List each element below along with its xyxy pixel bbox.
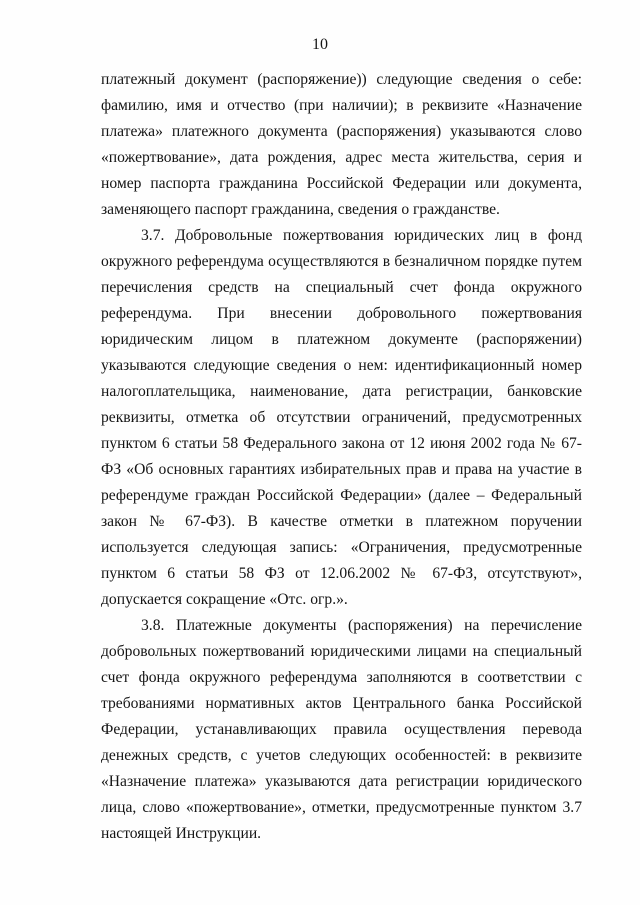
page-number: 10 [312,36,328,53]
paragraph-continuation: платежный документ (распоряжение)) следующие сведения о себе: фамилию, имя и отчество (при наличии); в реквизите «Назначение платежа» платежного документа (распоряжения) указываются слово «пожертвование», дата рождения, адрес места жительства, серия и номер паспорта гражданина Российской Федерации или документа, заменяющего паспорт гражданина, сведения о гражданстве. [101,71,582,218]
document-body [101,67,582,847]
paragraph-section-3-7: 3.7. Добровольные пожертвования юридических лиц в фонд окружного референдума осуществляются в безналичном порядке путем перечисления средств на специальный счет фонда окружного референдума. При внесении добровольного пожертвования юридическим лицом в платежном документе (распоряжении) указываются следующие сведения о нем: идентификационный номер налогоплательщика, наименование, дата регистрации, банковские реквизиты, отметка об отсутствии ограничений, предусмотренных пунктом 6 статьи 58 Федерального закона от 12 июня 2002 года № 67-ФЗ «Об основных гарантиях избирательных прав и права на участие в референдуме граждан Российской Федерации» (далее – Федеральный закон № 67-ФЗ). В качестве отметки в платежном поручении используется следующая запись: «Ограничения, предусмотренные пунктом 6 статьи 58 ФЗ от 12.06.2002 № 67-ФЗ, отсутствуют», допускается сокращение «Отс. огр.». [101,227,582,608]
paragraph-section-3-8: 3.8. Платежные документы (распоряжения) на перечисление добровольных пожертвований юридическими лицами на специальный счет фонда окружного референдума заполняются в соответствии с требованиями нормативных актов Центрального банка Российской Федерации, устанавливающих правила осуществления перевода денежных средств, с учетов следующих особенностей: в реквизите «Назначение платежа» указываются дата регистрации юридического лица, слово «пожертвование», отметки, предусмотренные пунктом 3.7 настоящей Инструкции. [101,617,582,842]
